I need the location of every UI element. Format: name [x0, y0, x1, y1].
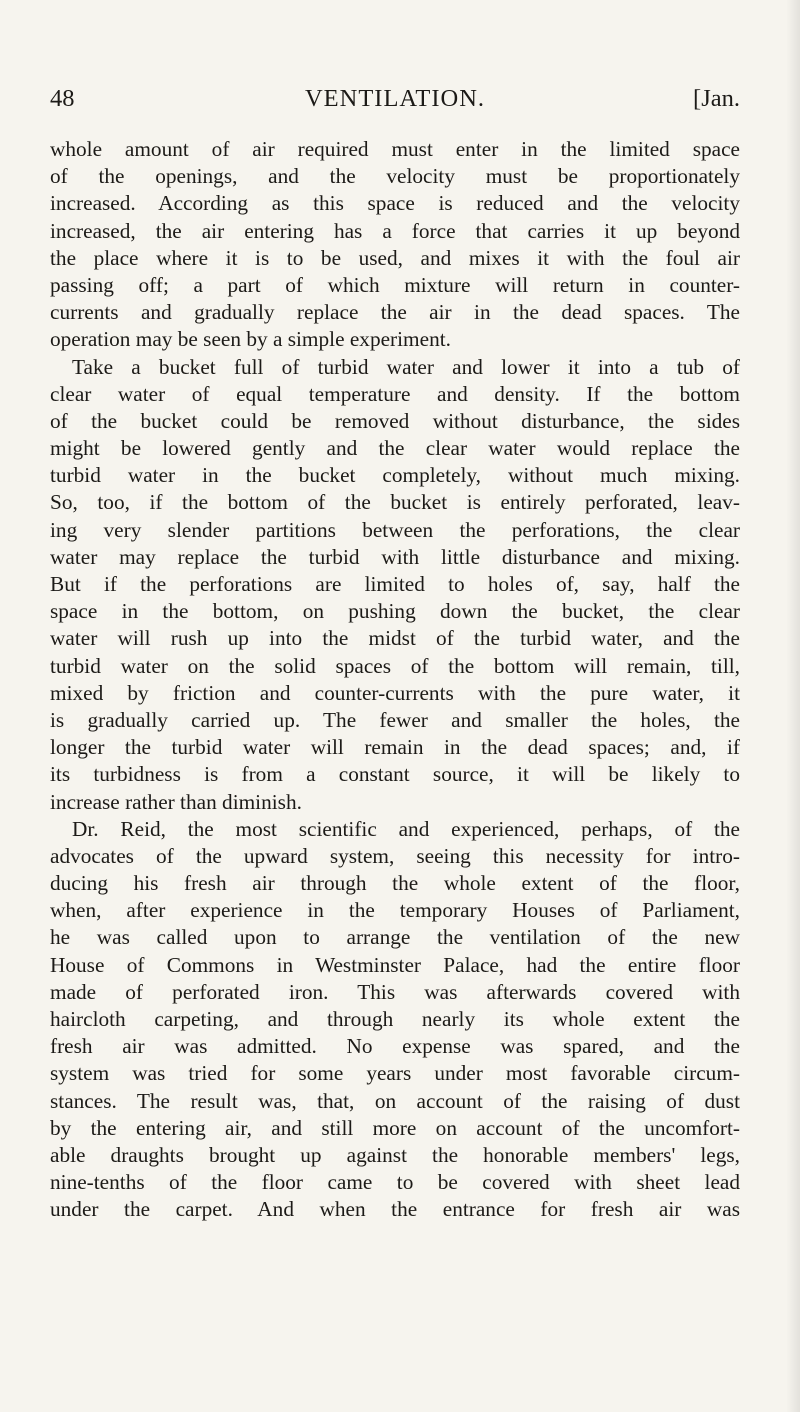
text-line: water will rush up into the midst of the turbid water, and the — [50, 626, 740, 651]
text-line: Dr. Reid, the most scientific and experienced, perhaps, of the — [72, 816, 740, 841]
text-line: House of Commons in Westminster Palace, had the entire floor — [50, 952, 740, 977]
text-line: nine-tenths of the floor came to be covered with sheet lead — [50, 1170, 740, 1195]
text-line: increased, the air entering has a force that carries it up beyond — [50, 218, 740, 243]
text-line: its turbidness is from a constant source, it will be likely to — [50, 762, 740, 787]
text-line: haircloth carpeting, and through nearly its whole extent the — [50, 1007, 740, 1031]
text-line: system was tried for some years under most favorable circum- — [50, 1061, 740, 1086]
text-line: ducing his fresh air through the whole extent of the floor, — [50, 871, 740, 896]
text-line: turbid water in the bucket completely, without much mixing. — [50, 463, 740, 488]
text-line: of the openings, and the velocity must be proportionately — [50, 164, 740, 189]
running-title: VENTILATION. — [304, 85, 486, 112]
text-line: mixed by friction and counter-currents with the pure water, it — [50, 680, 740, 705]
text-line: space in the bottom, on pushing down the bucket, the clear — [50, 599, 740, 624]
text-line: under the carpet. And when the entrance for fresh air was — [50, 1197, 740, 1222]
text-line: operation may be seen by a simple experiment. — [50, 327, 451, 352]
text-line: passing off; a part of which mixture will return in counter- — [50, 272, 740, 297]
text-line: whole amount of air required must enter in the limited space — [50, 137, 740, 161]
running-head — [50, 82, 740, 116]
text-line: currents and gradually replace the air in the dead spaces. The — [50, 300, 740, 325]
text-line: might be lowered gently and the clear water would replace the — [50, 436, 740, 461]
text-line: made of perforated iron. This was afterwards covered with — [50, 979, 740, 1004]
text-line: water may replace the turbid with little disturbance and mixing. — [50, 544, 740, 569]
text-line: the place where it is to be used, and mixes it with the foul air — [50, 245, 740, 270]
text-line: But if the perforations are limited to holes of, say, half the — [50, 572, 740, 596]
text-line: fresh air was admitted. No expense was spared, and the — [50, 1034, 740, 1059]
page-number: 48 — [50, 85, 75, 112]
text-line: longer the turbid water will remain in the dead spaces; and, if — [50, 735, 740, 760]
text-line: So, too, if the bottom of the bucket is entirely perforated, leav- — [50, 490, 740, 515]
text-line: of the bucket could be removed without disturbance, the sides — [50, 408, 740, 433]
text-line: Take a bucket full of turbid water and lower it into a tub of — [72, 354, 740, 379]
body-text — [50, 136, 740, 1224]
text-line: ing very slender partitions between the perforations, the clear — [50, 517, 740, 542]
text-line: he was called upon to arrange the ventilation of the new — [50, 925, 740, 950]
text-line: when, after experience in the temporary Houses of Parliament, — [50, 898, 740, 923]
text-line: stances. The result was, that, on account of the raising of dust — [50, 1088, 740, 1113]
text-line: by the entering air, and still more on account of the uncomfort- — [50, 1115, 740, 1140]
text-line: turbid water on the solid spaces of the bottom will remain, till, — [50, 653, 740, 678]
running-date: [Jan. — [693, 85, 740, 112]
page-edge-shadow — [786, 0, 800, 1412]
text-line: increased. According as this space is reduced and the velocity — [50, 191, 740, 216]
text-line: is gradually carried up. The fewer and smaller the holes, the — [50, 707, 740, 732]
text-line: advocates of the upward system, seeing this necessity for intro- — [50, 843, 740, 868]
text-line: clear water of equal temperature and density. If the bottom — [50, 381, 740, 406]
text-line: increase rather than diminish. — [50, 789, 302, 814]
text-line: able draughts brought up against the honorable members' legs, — [50, 1142, 740, 1167]
